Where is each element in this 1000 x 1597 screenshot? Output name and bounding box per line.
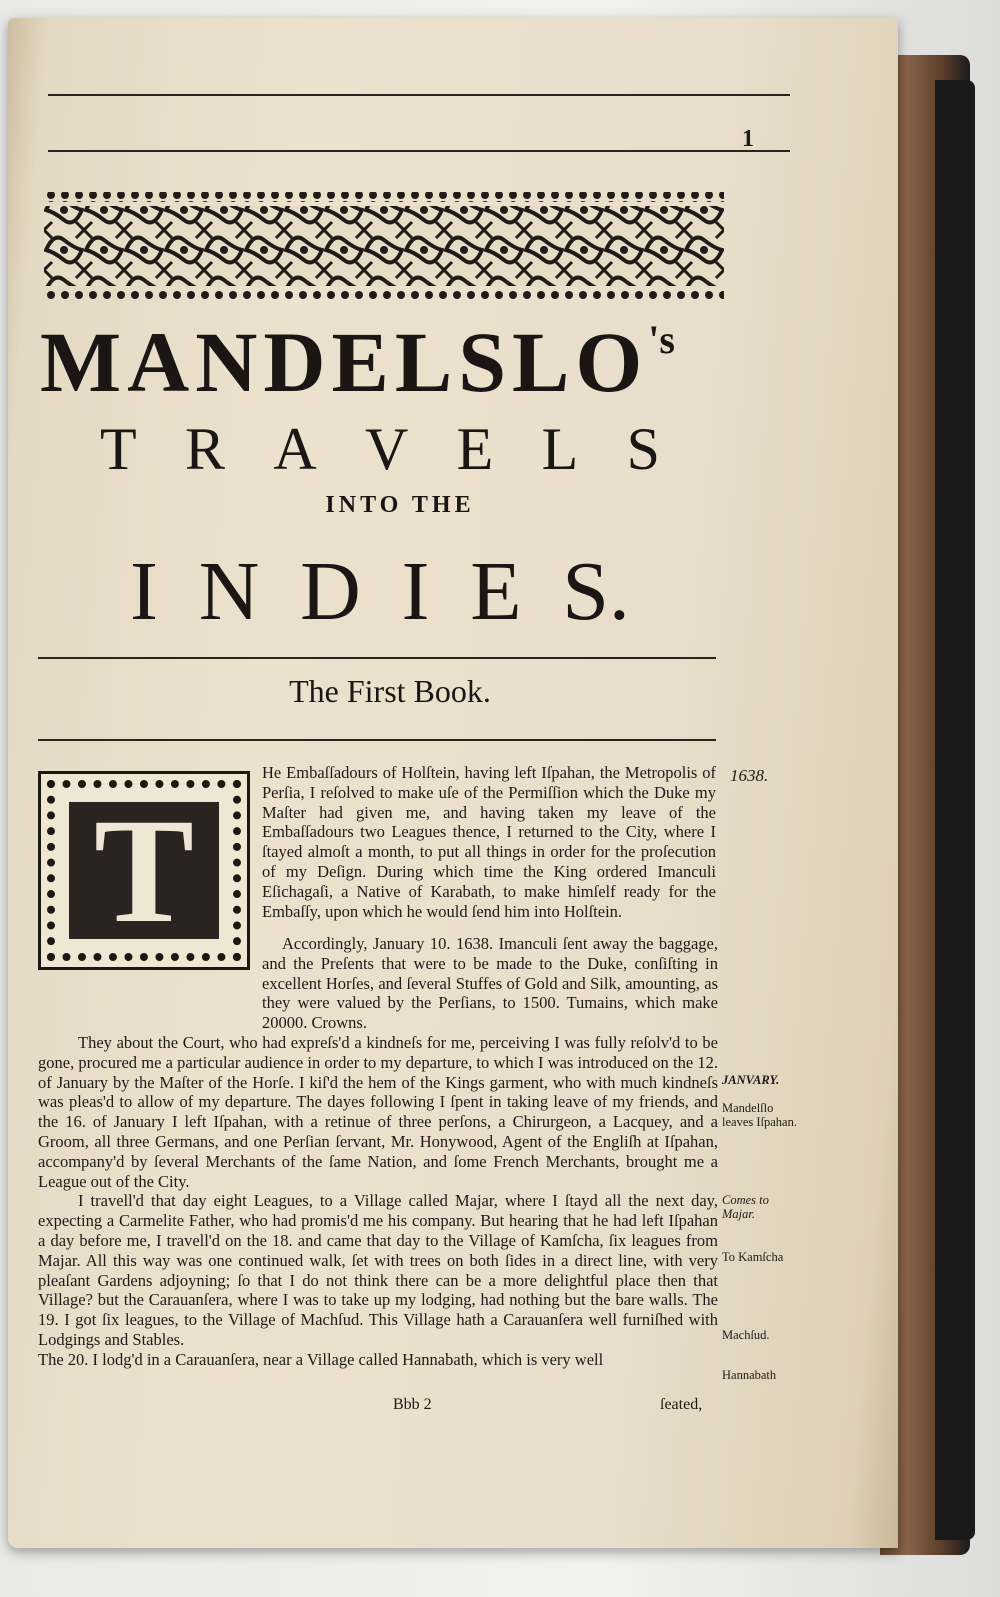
title-letter: S: [626, 416, 660, 482]
margin-note: Mandelſlo leaves Iſpahan.: [722, 1101, 797, 1129]
paragraph: The 20. I lodg'd in a Carauanſera, near a Village called Hannabath, which is very well: [38, 1349, 604, 1369]
title-letter: E: [456, 416, 494, 482]
body-paragraphs: [38, 934, 718, 1370]
paragraph: Accordingly, January 10. 1638. Imanculi ſent away the baggage, and the Preſents that were to be made to the Duke, conſiſting in excellent Horſes, and ſeveral Stuffes of Gold and Silk, amounting, as they were valued by the Perſians, to 1500. Tumains, which make 20000. Crowns.: [262, 934, 718, 1033]
margin-note: Machſud.: [722, 1328, 770, 1342]
margin-note: 1638.: [730, 766, 769, 785]
title-letter: V: [364, 416, 409, 482]
title-letter: T: [100, 416, 137, 482]
first-paragraph: He Embaſſadours of Holſtein, having left Iſpahan, the Metropolis of Perſia, I reſolved to make uſe of the Permiſſion which the Duke my Maſter had given me, and having taken my leave of the Embaſſadours two Leagues thence, I returned to the City, where I ſtayed almoſt a month, to put all things in order for the proſecution of my Deſign. During which time the King ordered Imanculi Eſichagaſi, a Native of Karabath, to make himſelf ready for the Embaſſy, upon which he would ſend him into Holſtein.: [262, 763, 716, 921]
margin-note: JANVARY.: [722, 1073, 780, 1087]
margin-note: Hannabath: [722, 1368, 777, 1382]
page-number: 1: [742, 126, 754, 152]
drop-cap-letter: T: [93, 788, 195, 954]
title-letter: E: [470, 545, 522, 638]
title-line-mandelslo: [40, 312, 740, 412]
book-heading: The First Book.: [289, 673, 491, 709]
title-letter: A: [273, 416, 317, 482]
header-rule: [48, 150, 790, 152]
title-letter: I: [401, 545, 430, 638]
paragraph: I travell'd that day eight Leagues, to a Village called Majar, where I ſtayd all the next day, expecting a Carmelite Father, who had promis'd me his company. But hearing that he had left Iſpahan a day before me, I travell'd on the 18. and came that day to the Village of Kamſcha, ſix leagues from Majar. All this way was one continued walk, ſet with trees on both ſides in a direct line, with very pleaſant Gardens adjoyning; ſo that I do not think there can be a more delightful place then that Village? but the Carauanſera, where I was to take up my lodging, had nothing but the bare walls. The 19. I got ſix leagues, to the Village of Machſud. This Village hath a Carauanſera well furniſhed with Lodgings and Stables.: [38, 1191, 718, 1349]
title-word-mandelslo: MANDELSLO: [40, 314, 649, 410]
text-rule: [38, 739, 716, 741]
title-rule: [38, 657, 716, 659]
title-possessive: 's: [648, 317, 675, 362]
title-letter: I: [130, 545, 158, 638]
drop-cap-ornament: [69, 788, 219, 954]
catchword: ſeated,: [660, 1396, 703, 1413]
title-line-into-the: INTO THE: [325, 492, 475, 518]
title-letter: N: [198, 545, 260, 638]
title-line-indies: [130, 543, 630, 640]
top-rule: [48, 94, 790, 96]
title-letter: L: [541, 416, 579, 482]
book-cover: [935, 80, 975, 1540]
title-letter: S.: [562, 545, 630, 638]
margin-note: To Kamſcha: [722, 1250, 784, 1264]
margin-note: Comes to Majar.: [722, 1193, 769, 1221]
paragraph: They about the Court, who had expreſs'd a kindneſs for me, perceiving I was fully reſolv'd to be gone, procured me a particular audience in order to my departure, to which I was introduced on the 12. of January by the Maſter of the Horſe. I kiſ'd the hem of the Kings garment, who with much kindneſs was pleas'd to allow of my departure. The dayes following I ſpent in taking leave of my friends, and the 16. of January I left Iſpahan, with a retinue of three perſons, a Chirurgeon, a Lacquey, and a Groom, all three Germans, and one Perſian ſervant, Mr. Honywood, Agent of the Engliſh at Iſpahan, accompany'd by ſeveral Merchants of the ſame Nation, and ſome French Merchants, brought me a League out of the City.: [38, 1032, 718, 1191]
title-line-travels: [100, 415, 660, 484]
title-letter: R: [184, 416, 225, 482]
ornament-band: [44, 190, 724, 302]
title-letter: D: [300, 545, 361, 638]
signature-mark: Bbb 2: [393, 1396, 432, 1413]
